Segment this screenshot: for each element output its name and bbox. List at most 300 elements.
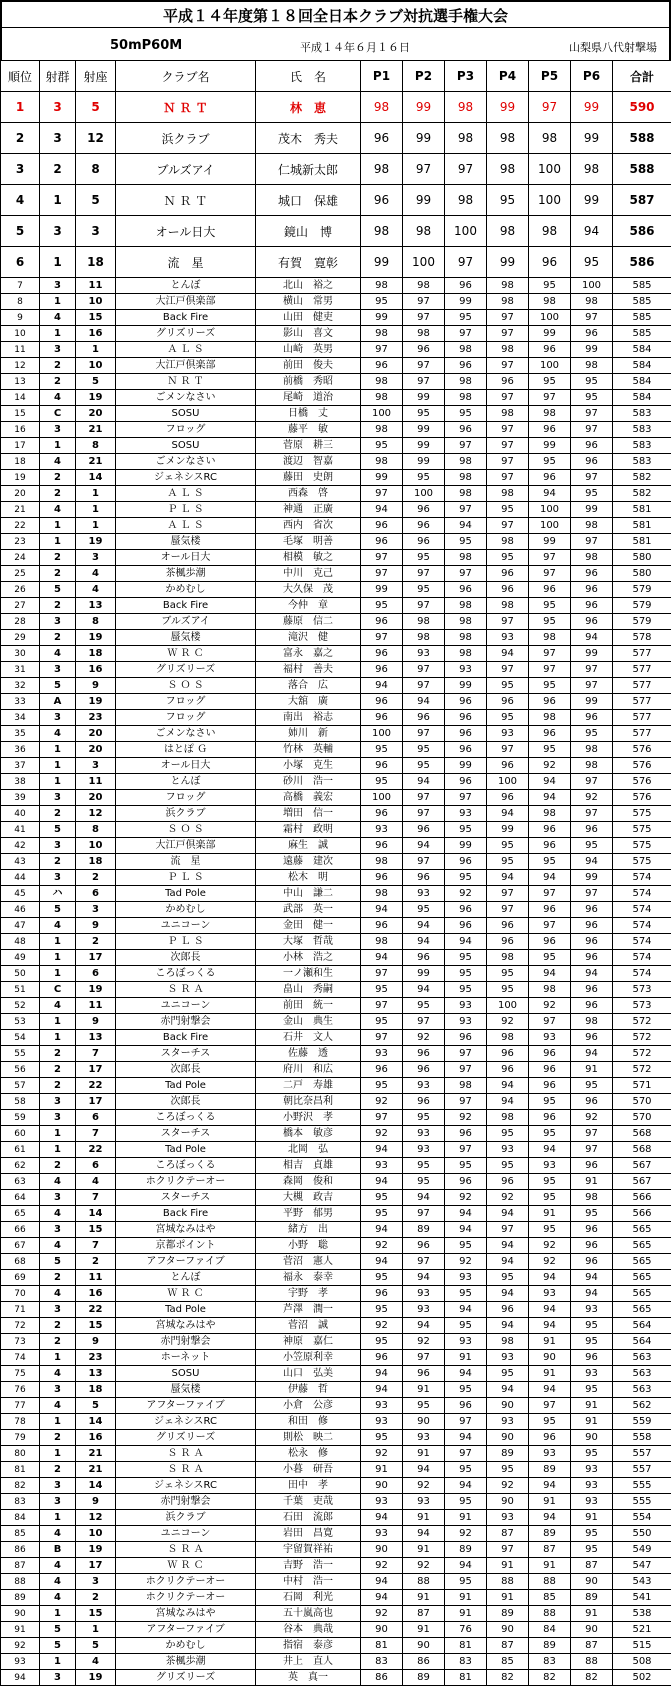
header-p3: P3 bbox=[445, 61, 487, 92]
cell-lane: 9 bbox=[76, 1334, 116, 1350]
cell-p3: 97 bbox=[445, 438, 487, 454]
cell-p5: 88 bbox=[529, 1574, 571, 1590]
table-row bbox=[1, 902, 671, 918]
cell-lane: 22 bbox=[76, 1078, 116, 1094]
cell-p3: 96 bbox=[445, 726, 487, 742]
cell-lane: 20 bbox=[76, 406, 116, 422]
cell-name: 林 恵 bbox=[256, 92, 361, 123]
table-row bbox=[1, 1478, 671, 1494]
cell-p1: 98 bbox=[361, 216, 403, 247]
cell-p1: 96 bbox=[361, 1286, 403, 1302]
cell-total: 590 bbox=[613, 92, 671, 123]
cell-name: 渡辺 智嘉 bbox=[256, 454, 361, 470]
cell-p6: 96 bbox=[571, 566, 613, 582]
cell-p5: 95 bbox=[529, 950, 571, 966]
cell-p3: 92 bbox=[445, 1190, 487, 1206]
cell-p1: 96 bbox=[361, 358, 403, 374]
cell-group: 1 bbox=[40, 1126, 76, 1142]
cell-p5: 96 bbox=[529, 838, 571, 854]
cell-club: Tad Pole bbox=[116, 1302, 256, 1318]
cell-p6: 87 bbox=[571, 1638, 613, 1654]
cell-p2: 97 bbox=[403, 1350, 445, 1366]
cell-lane: 23 bbox=[76, 1350, 116, 1366]
cell-p5: 98 bbox=[529, 294, 571, 310]
cell-group: 1 bbox=[40, 247, 76, 278]
cell-p2: 97 bbox=[403, 790, 445, 806]
cell-rank: 27 bbox=[1, 598, 40, 614]
cell-name: 英 真一 bbox=[256, 1670, 361, 1686]
cell-p5: 96 bbox=[529, 934, 571, 950]
table-row bbox=[1, 326, 671, 342]
cell-p3: 98 bbox=[445, 614, 487, 630]
cell-p1: 93 bbox=[361, 1158, 403, 1174]
cell-rank: 83 bbox=[1, 1494, 40, 1510]
cell-rank: 63 bbox=[1, 1174, 40, 1190]
cell-p4: 97 bbox=[487, 902, 529, 918]
cell-p2: 88 bbox=[403, 1574, 445, 1590]
cell-club: オール日大 bbox=[116, 550, 256, 566]
cell-p6: 90 bbox=[571, 1622, 613, 1638]
cell-p3: 95 bbox=[445, 822, 487, 838]
cell-p6: 99 bbox=[571, 502, 613, 518]
table-row bbox=[1, 934, 671, 950]
cell-p2: 93 bbox=[403, 1142, 445, 1158]
cell-group: 4 bbox=[40, 1174, 76, 1190]
cell-p1: 98 bbox=[361, 886, 403, 902]
cell-total: 547 bbox=[613, 1558, 671, 1574]
cell-group: 1 bbox=[40, 1030, 76, 1046]
cell-rank: 34 bbox=[1, 710, 40, 726]
table-row bbox=[1, 216, 671, 247]
table-row bbox=[1, 854, 671, 870]
cell-p3: 92 bbox=[445, 1110, 487, 1126]
cell-total: 577 bbox=[613, 646, 671, 662]
cell-p4: 94 bbox=[487, 1286, 529, 1302]
cell-p3: 91 bbox=[445, 1606, 487, 1622]
cell-lane: 15 bbox=[76, 1606, 116, 1622]
cell-p6: 98 bbox=[571, 742, 613, 758]
cell-club: Back Fire bbox=[116, 1206, 256, 1222]
cell-p2: 99 bbox=[403, 438, 445, 454]
cell-name: 宇留賀祥祐 bbox=[256, 1542, 361, 1558]
cell-p2: 93 bbox=[403, 1286, 445, 1302]
cell-rank: 18 bbox=[1, 454, 40, 470]
cell-club: ごメンなさい bbox=[116, 454, 256, 470]
table-row bbox=[1, 294, 671, 310]
cell-p1: 97 bbox=[361, 630, 403, 646]
cell-name: 竹林 英輔 bbox=[256, 742, 361, 758]
cell-rank: 17 bbox=[1, 438, 40, 454]
cell-p6: 97 bbox=[571, 774, 613, 790]
cell-p3: 96 bbox=[445, 694, 487, 710]
cell-p3: 96 bbox=[445, 422, 487, 438]
cell-p3: 81 bbox=[445, 1638, 487, 1654]
cell-lane: 15 bbox=[76, 310, 116, 326]
cell-p1: 94 bbox=[361, 1222, 403, 1238]
cell-club: 大江戸倶楽部 bbox=[116, 838, 256, 854]
cell-p3: 95 bbox=[445, 1494, 487, 1510]
cell-name: 福村 善夫 bbox=[256, 662, 361, 678]
cell-lane: 9 bbox=[76, 1014, 116, 1030]
cell-p4: 95 bbox=[487, 838, 529, 854]
table-row bbox=[1, 438, 671, 454]
cell-total: 565 bbox=[613, 1270, 671, 1286]
cell-name: 前田 俊夫 bbox=[256, 358, 361, 374]
cell-name: 緒方 出 bbox=[256, 1222, 361, 1238]
cell-group: 1 bbox=[40, 1350, 76, 1366]
cell-club: ホーネット bbox=[116, 1350, 256, 1366]
cell-group: 2 bbox=[40, 1318, 76, 1334]
cell-total: 585 bbox=[613, 294, 671, 310]
cell-club: 次郎長 bbox=[116, 950, 256, 966]
cell-p4: 97 bbox=[487, 422, 529, 438]
cell-total: 573 bbox=[613, 998, 671, 1014]
cell-p2: 95 bbox=[403, 550, 445, 566]
cell-p4: 98 bbox=[487, 216, 529, 247]
cell-p2: 92 bbox=[403, 1478, 445, 1494]
cell-p2: 97 bbox=[403, 358, 445, 374]
cell-lane: 22 bbox=[76, 1302, 116, 1318]
cell-p4: 98 bbox=[487, 534, 529, 550]
cell-total: 577 bbox=[613, 710, 671, 726]
cell-lane: 4 bbox=[76, 1654, 116, 1670]
cell-p5: 91 bbox=[529, 1334, 571, 1350]
table-row bbox=[1, 1366, 671, 1382]
cell-p5: 100 bbox=[529, 502, 571, 518]
cell-club: グリズリーズ bbox=[116, 1670, 256, 1686]
cell-p4: 88 bbox=[487, 1574, 529, 1590]
cell-p1: 95 bbox=[361, 1206, 403, 1222]
table-row bbox=[1, 806, 671, 822]
cell-p4: 97 bbox=[487, 470, 529, 486]
cell-rank: 12 bbox=[1, 358, 40, 374]
cell-p1: 95 bbox=[361, 1014, 403, 1030]
cell-total: 577 bbox=[613, 662, 671, 678]
cell-p2: 94 bbox=[403, 1270, 445, 1286]
cell-p1: 93 bbox=[361, 1526, 403, 1542]
cell-p3: 95 bbox=[445, 534, 487, 550]
cell-p1: 92 bbox=[361, 1558, 403, 1574]
cell-p5: 97 bbox=[529, 92, 571, 123]
cell-p3: 97 bbox=[445, 566, 487, 582]
cell-rank: 79 bbox=[1, 1430, 40, 1446]
cell-p3: 95 bbox=[445, 950, 487, 966]
cell-p4: 92 bbox=[487, 1478, 529, 1494]
cell-p2: 97 bbox=[403, 662, 445, 678]
cell-club: 京都ポイント bbox=[116, 1238, 256, 1254]
cell-club: Tad Pole bbox=[116, 1078, 256, 1094]
cell-total: 578 bbox=[613, 630, 671, 646]
cell-p6: 99 bbox=[571, 694, 613, 710]
cell-p5: 92 bbox=[529, 1254, 571, 1270]
cell-p3: 98 bbox=[445, 550, 487, 566]
cell-total: 563 bbox=[613, 1366, 671, 1382]
cell-name: 日橋 丈 bbox=[256, 406, 361, 422]
cell-rank: 53 bbox=[1, 1014, 40, 1030]
cell-p6: 96 bbox=[571, 614, 613, 630]
cell-group: 4 bbox=[40, 918, 76, 934]
cell-p2: 94 bbox=[403, 934, 445, 950]
cell-group: 1 bbox=[40, 1654, 76, 1670]
event-date: 平成１４年６月１６日 bbox=[300, 39, 410, 55]
cell-p6: 99 bbox=[571, 185, 613, 216]
header-rank: 順位 bbox=[1, 61, 40, 92]
cell-name: 石井 文人 bbox=[256, 1030, 361, 1046]
cell-club: Ａ Ｌ Ｓ bbox=[116, 342, 256, 358]
cell-total: 584 bbox=[613, 358, 671, 374]
cell-total: 584 bbox=[613, 390, 671, 406]
cell-group: 4 bbox=[40, 1238, 76, 1254]
cell-p5: 97 bbox=[529, 390, 571, 406]
cell-p5: 96 bbox=[529, 342, 571, 358]
cell-rank: 14 bbox=[1, 390, 40, 406]
cell-p3: 100 bbox=[445, 216, 487, 247]
table-row bbox=[1, 1574, 671, 1590]
cell-lane: 6 bbox=[76, 886, 116, 902]
cell-p2: 94 bbox=[403, 982, 445, 998]
cell-p1: 94 bbox=[361, 1142, 403, 1158]
cell-club: Ｗ Ｒ Ｃ bbox=[116, 1558, 256, 1574]
cell-lane: 5 bbox=[76, 374, 116, 390]
cell-total: 576 bbox=[613, 790, 671, 806]
cell-p3: 91 bbox=[445, 1350, 487, 1366]
cell-name: 則松 映二 bbox=[256, 1430, 361, 1446]
cell-lane: 2 bbox=[76, 1254, 116, 1270]
cell-group: 3 bbox=[40, 1094, 76, 1110]
cell-club: Ｓ Ｏ Ｓ bbox=[116, 678, 256, 694]
cell-rank: 86 bbox=[1, 1542, 40, 1558]
cell-total: 575 bbox=[613, 822, 671, 838]
cell-lane: 8 bbox=[76, 822, 116, 838]
cell-p1: 95 bbox=[361, 1430, 403, 1446]
cell-p3: 98 bbox=[445, 454, 487, 470]
cell-lane: 4 bbox=[76, 582, 116, 598]
table-row bbox=[1, 1158, 671, 1174]
cell-p3: 96 bbox=[445, 1174, 487, 1190]
cell-total: 581 bbox=[613, 534, 671, 550]
cell-p4: 97 bbox=[487, 454, 529, 470]
table-row bbox=[1, 1334, 671, 1350]
cell-p6: 100 bbox=[571, 278, 613, 294]
cell-rank: 87 bbox=[1, 1558, 40, 1574]
table-row bbox=[1, 185, 671, 216]
cell-total: 583 bbox=[613, 454, 671, 470]
cell-p3: 97 bbox=[445, 1142, 487, 1158]
cell-p1: 96 bbox=[361, 185, 403, 216]
cell-lane: 14 bbox=[76, 1478, 116, 1494]
cell-p6: 97 bbox=[571, 1142, 613, 1158]
cell-p5: 96 bbox=[529, 247, 571, 278]
cell-lane: 17 bbox=[76, 1558, 116, 1574]
cell-p1: 91 bbox=[361, 1462, 403, 1478]
table-row bbox=[1, 154, 671, 185]
cell-p1: 98 bbox=[361, 934, 403, 950]
cell-total: 588 bbox=[613, 123, 671, 154]
cell-p5: 98 bbox=[529, 406, 571, 422]
cell-total: 568 bbox=[613, 1126, 671, 1142]
cell-p1: 95 bbox=[361, 1078, 403, 1094]
cell-lane: 20 bbox=[76, 726, 116, 742]
cell-total: 573 bbox=[613, 982, 671, 998]
cell-p1: 95 bbox=[361, 294, 403, 310]
cell-name: 有賀 寛彰 bbox=[256, 247, 361, 278]
cell-p4: 97 bbox=[487, 518, 529, 534]
cell-p3: 98 bbox=[445, 598, 487, 614]
cell-total: 574 bbox=[613, 934, 671, 950]
cell-p6: 96 bbox=[571, 438, 613, 454]
cell-club: ころぼっくる bbox=[116, 1110, 256, 1126]
cell-club: アフターファイブ bbox=[116, 1254, 256, 1270]
cell-group: 1 bbox=[40, 1014, 76, 1030]
cell-lane: 8 bbox=[76, 438, 116, 454]
cell-p6: 96 bbox=[571, 1238, 613, 1254]
table-row bbox=[1, 1670, 671, 1686]
cell-p2: 89 bbox=[403, 1222, 445, 1238]
cell-lane: 17 bbox=[76, 1062, 116, 1078]
cell-club: Ｗ Ｒ Ｃ bbox=[116, 646, 256, 662]
cell-p1: 97 bbox=[361, 550, 403, 566]
table-row bbox=[1, 1430, 671, 1446]
cell-p4: 97 bbox=[487, 358, 529, 374]
cell-p2: 93 bbox=[403, 646, 445, 662]
cell-name: 影山 喜文 bbox=[256, 326, 361, 342]
table-row bbox=[1, 998, 671, 1014]
cell-p2: 97 bbox=[403, 310, 445, 326]
cell-name: 西森 啓 bbox=[256, 486, 361, 502]
cell-p6: 96 bbox=[571, 918, 613, 934]
cell-group: 5 bbox=[40, 678, 76, 694]
cell-p4: 98 bbox=[487, 950, 529, 966]
cell-club: ごメンなさい bbox=[116, 390, 256, 406]
cell-group: 2 bbox=[40, 1046, 76, 1062]
cell-rank: 21 bbox=[1, 502, 40, 518]
table-row bbox=[1, 1190, 671, 1206]
cell-p5: 93 bbox=[529, 1286, 571, 1302]
cell-p1: 96 bbox=[361, 662, 403, 678]
cell-rank: 36 bbox=[1, 742, 40, 758]
cell-rank: 2 bbox=[1, 123, 40, 154]
cell-p4: 90 bbox=[487, 1494, 529, 1510]
cell-rank: 82 bbox=[1, 1478, 40, 1494]
cell-rank: 24 bbox=[1, 550, 40, 566]
cell-name: 前橋 秀昭 bbox=[256, 374, 361, 390]
cell-p1: 96 bbox=[361, 710, 403, 726]
cell-rank: 61 bbox=[1, 1142, 40, 1158]
cell-p5: 94 bbox=[529, 1270, 571, 1286]
cell-name: 岩田 昌寛 bbox=[256, 1526, 361, 1542]
cell-p6: 95 bbox=[571, 726, 613, 742]
cell-rank: 59 bbox=[1, 1110, 40, 1126]
cell-club: かめむし bbox=[116, 1638, 256, 1654]
header-group: 射群 bbox=[40, 61, 76, 92]
cell-lane: 19 bbox=[76, 1542, 116, 1558]
header-p5: P5 bbox=[529, 61, 571, 92]
cell-p4: 89 bbox=[487, 1606, 529, 1622]
cell-name: 芦澤 潤一 bbox=[256, 1302, 361, 1318]
event-venue: 山梨県八代射撃場 bbox=[569, 39, 657, 55]
cell-p6: 98 bbox=[571, 358, 613, 374]
cell-p1: 93 bbox=[361, 1494, 403, 1510]
table-row bbox=[1, 918, 671, 934]
cell-p5: 94 bbox=[529, 1302, 571, 1318]
cell-p3: 94 bbox=[445, 1302, 487, 1318]
cell-name: 和田 修 bbox=[256, 1414, 361, 1430]
cell-lane: 13 bbox=[76, 598, 116, 614]
cell-p1: 94 bbox=[361, 1510, 403, 1526]
cell-total: 576 bbox=[613, 742, 671, 758]
cell-p2: 99 bbox=[403, 422, 445, 438]
cell-p5: 94 bbox=[529, 1142, 571, 1158]
cell-club: Ｓ Ｒ Ａ bbox=[116, 1542, 256, 1558]
cell-lane: 12 bbox=[76, 123, 116, 154]
cell-rank: 64 bbox=[1, 1190, 40, 1206]
cell-name: 小林 浩之 bbox=[256, 950, 361, 966]
cell-p2: 95 bbox=[403, 902, 445, 918]
cell-p1: 92 bbox=[361, 1318, 403, 1334]
cell-group: 3 bbox=[40, 1382, 76, 1398]
cell-total: 572 bbox=[613, 1062, 671, 1078]
cell-lane: 8 bbox=[76, 614, 116, 630]
cell-p3: 95 bbox=[445, 1286, 487, 1302]
cell-p3: 98 bbox=[445, 390, 487, 406]
cell-p6: 97 bbox=[571, 806, 613, 822]
cell-p6: 98 bbox=[571, 758, 613, 774]
cell-lane: 19 bbox=[76, 390, 116, 406]
cell-p5: 98 bbox=[529, 123, 571, 154]
cell-name: 富永 嘉之 bbox=[256, 646, 361, 662]
cell-group: 2 bbox=[40, 1062, 76, 1078]
cell-lane: 12 bbox=[76, 806, 116, 822]
cell-p4: 94 bbox=[487, 1318, 529, 1334]
cell-p1: 95 bbox=[361, 1302, 403, 1318]
cell-group: 3 bbox=[40, 123, 76, 154]
cell-p4: 98 bbox=[487, 1030, 529, 1046]
cell-group: 1 bbox=[40, 1414, 76, 1430]
cell-total: 543 bbox=[613, 1574, 671, 1590]
cell-p3: 96 bbox=[445, 358, 487, 374]
cell-p5: 92 bbox=[529, 998, 571, 1014]
cell-name: 茂木 秀夫 bbox=[256, 123, 361, 154]
cell-p3: 96 bbox=[445, 918, 487, 934]
cell-rank: 91 bbox=[1, 1622, 40, 1638]
cell-name: 中川 克己 bbox=[256, 566, 361, 582]
cell-p1: 96 bbox=[361, 518, 403, 534]
cell-p1: 100 bbox=[361, 406, 403, 422]
table-row bbox=[1, 886, 671, 902]
cell-p6: 96 bbox=[571, 998, 613, 1014]
cell-lane: 16 bbox=[76, 1430, 116, 1446]
cell-p4: 93 bbox=[487, 726, 529, 742]
cell-total: 584 bbox=[613, 374, 671, 390]
cell-p5: 95 bbox=[529, 598, 571, 614]
cell-p4: 96 bbox=[487, 1302, 529, 1318]
cell-club: Ｎ Ｒ Ｔ bbox=[116, 185, 256, 216]
cell-p1: 96 bbox=[361, 1350, 403, 1366]
cell-p1: 97 bbox=[361, 1030, 403, 1046]
cell-lane: 6 bbox=[76, 966, 116, 982]
cell-club: ジェネシスRC bbox=[116, 1478, 256, 1494]
cell-total: 541 bbox=[613, 1590, 671, 1606]
cell-p4: 99 bbox=[487, 822, 529, 838]
cell-rank: 81 bbox=[1, 1462, 40, 1478]
cell-lane: 4 bbox=[76, 1174, 116, 1190]
cell-p1: 99 bbox=[361, 247, 403, 278]
cell-p1: 90 bbox=[361, 1542, 403, 1558]
cell-p5: 95 bbox=[529, 278, 571, 294]
cell-name: 鏡山 博 bbox=[256, 216, 361, 247]
cell-group: 5 bbox=[40, 1638, 76, 1654]
cell-p6: 96 bbox=[571, 1094, 613, 1110]
